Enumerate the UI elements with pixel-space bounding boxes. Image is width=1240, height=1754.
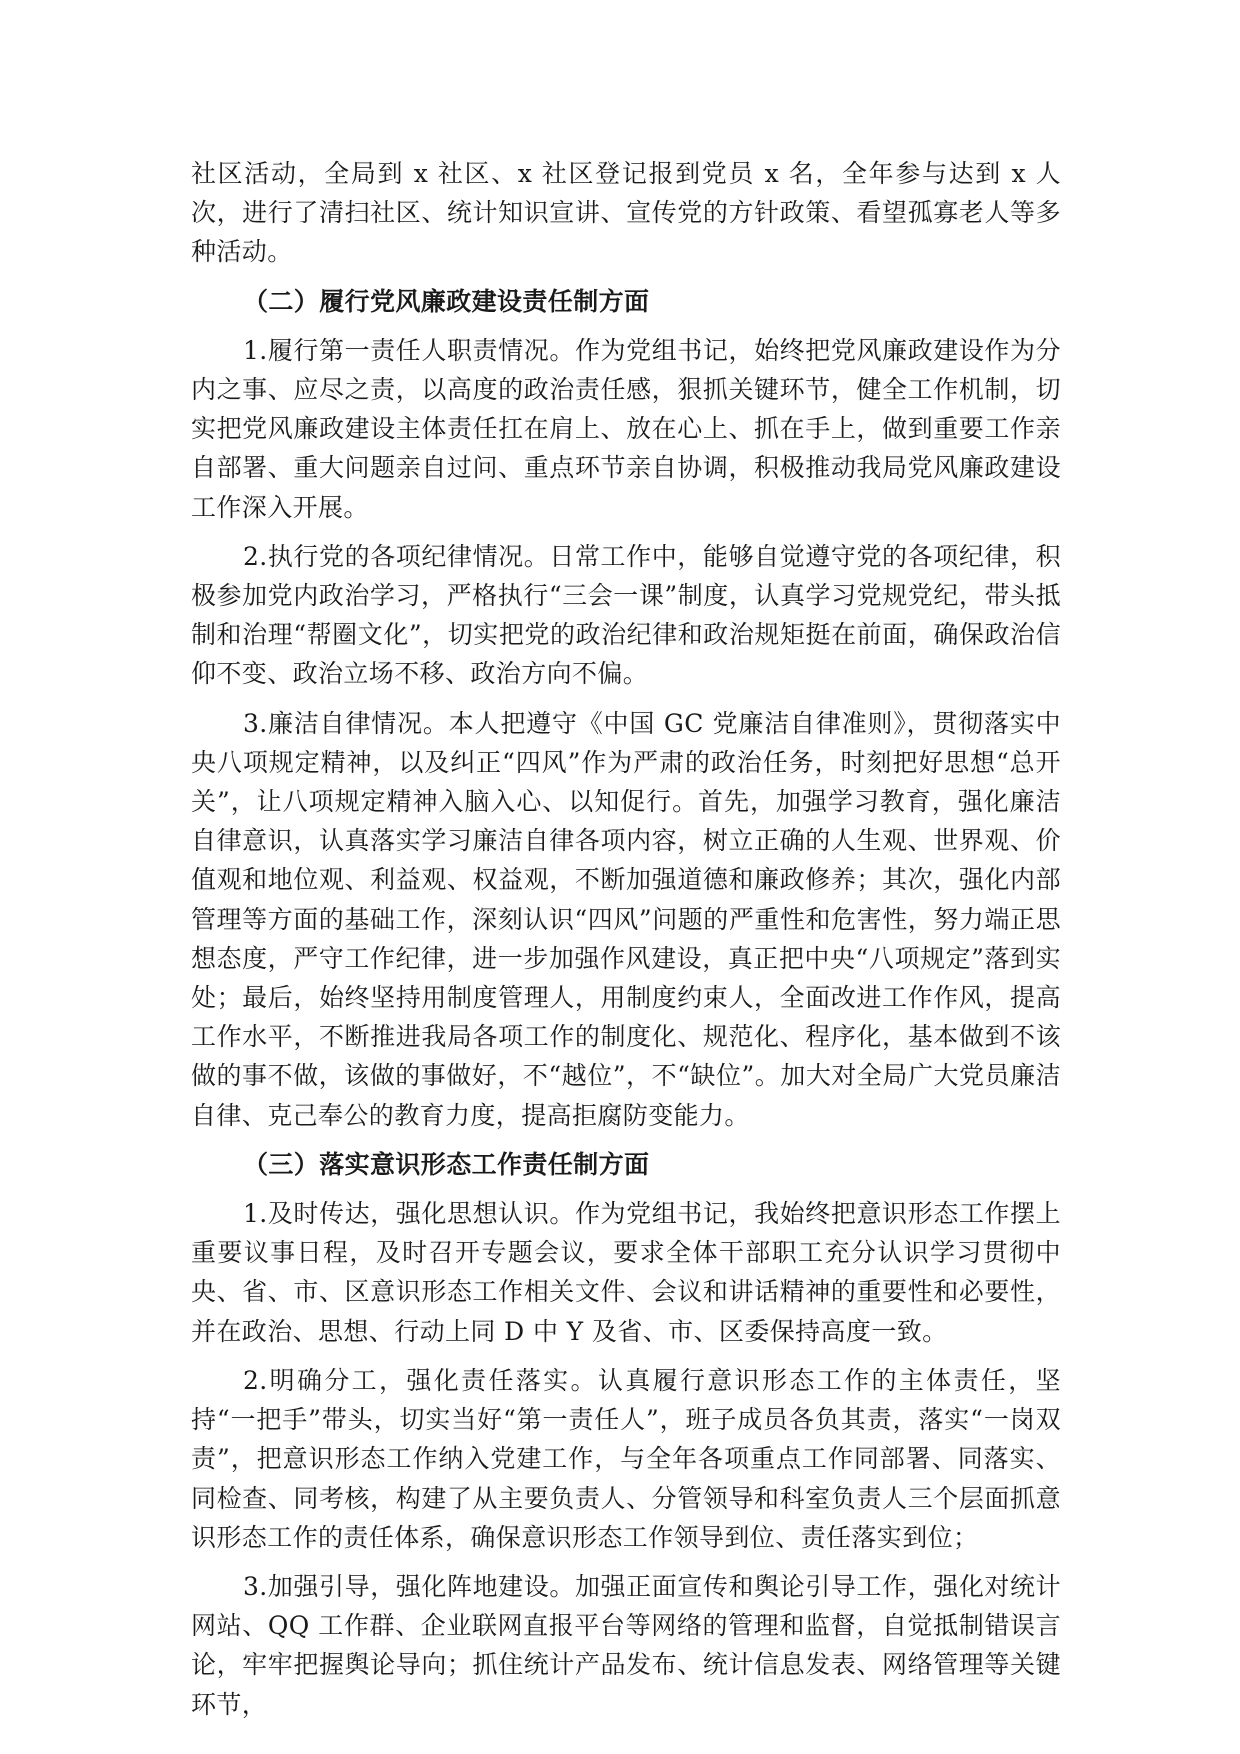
section-heading-3: （三）落实意识形态工作责任制方面 xyxy=(243,1149,650,1179)
paragraph-3-1: 1.及时传达，强化思想认识。作为党组书记，我始终把意识形态工作摆上重要议事日程，及时召开专题会议，要求全体干部职工充分认识学习贯彻中央、省、市、区意识形态工作相关文件、会议和讲话精神的重要性和必要性，并在政治、思想、行动上同 D 中 Y 及省、市、区委保持高度一致。 xyxy=(191,1199,1061,1346)
paragraph-2-2: 2.执行党的各项纪律情况。日常工作中，能够自觉遵守党的各项纪律，积极参加党内政治学习，严格执行“三会一课”制度，认真学习党规党纪，带头抵制和治理“帮圈文化”，切实把党的政治纪律和政治规矩挺在前面，确保政治信仰不变、政治立场不移、政治方向不偏。 xyxy=(191,541,1061,689)
paragraph-3-3: 3.加强引导，强化阵地建设。加强正面宣传和舆论引导工作，强化对统计网站、QQ 工作群、企业联网直报平台等网络的管理和监督，自觉抵制错误言论，牢牢把握舆论导向；抓住统计产品发布、统计信息发表、网络管理等关键环节， xyxy=(191,1571,1061,1719)
paragraph-3-2: 2.明确分工，强化责任落实。认真履行意识形态工作的主体责任，坚持“一把手”带头，切实当好“第一责任人”，班子成员各负其责，落实“一岗双责”，把意识形态工作纳入党建工作，与全年各项重点工作同部署、同落实、同检查、同考核，构建了从主要负责人、分管领导和科室负责人三个层面抓意识形态工作的责任体系，确保意识形态工作领导到位、责任落实到位； xyxy=(191,1365,1061,1552)
paragraph-2-3: 3.廉洁自律情况。本人把遵守《中国 GC 党廉洁自律准则》，贯彻落实中央八项规定精神，以及纠正“四风”作为严肃的政治任务，时刻把好思想“总开关”，让八项规定精神入脑入心、以知促行。首先，加强学习教育，强化廉洁自律意识，认真落实学习廉洁自律各项内容，树立正确的人生观、世界观、价值观和地位观、利益观、权益观，不断加强道德和廉政修养；其次，强化内部管理等方面的基础工作，深刻认识“四风”问题的严重性和危害性，努力端正思想态度，严守工作纪律，进一步加强作风建设，真正把中央“八项规定”落到实处；最后，始终坚持用制度管理人，用制度约束人，全面改进工作作风，提高工作水平，不断推进我局各项工作的制度化、规范化、程序化，基本做到不该做的事不做，该做的事做好，不“越位”，不“缺位”。加大对全局广大党员廉洁自律、克己奉公的教育力度，提高拒腐防变能力。 xyxy=(191,708,1061,1130)
paragraph-intro-continuation: 社区活动，全局到 x 社区、x 社区登记报到党员 x 名，全年参与达到 x 人次，进行了清扫社区、统计知识宣讲、宣传党的方针政策、看望孤寡老人等多种活动。 xyxy=(191,159,1061,267)
section-heading-2: （二）履行党风廉政建设责任制方面 xyxy=(243,286,650,316)
document-page xyxy=(191,154,1061,1734)
paragraph-2-1: 1.履行第一责任人职责情况。作为党组书记，始终把党风廉政建设作为分内之事、应尽之责，以高度的政治责任感，狠抓关键环节，健全工作机制，切实把党风廉政建设主体责任扛在肩上、放在心上、抓在手上，做到重要工作亲自部署、重大问题亲自过问、重点环节亲自协调，积极推动我局党风廉政建设工作深入开展。 xyxy=(191,335,1061,522)
